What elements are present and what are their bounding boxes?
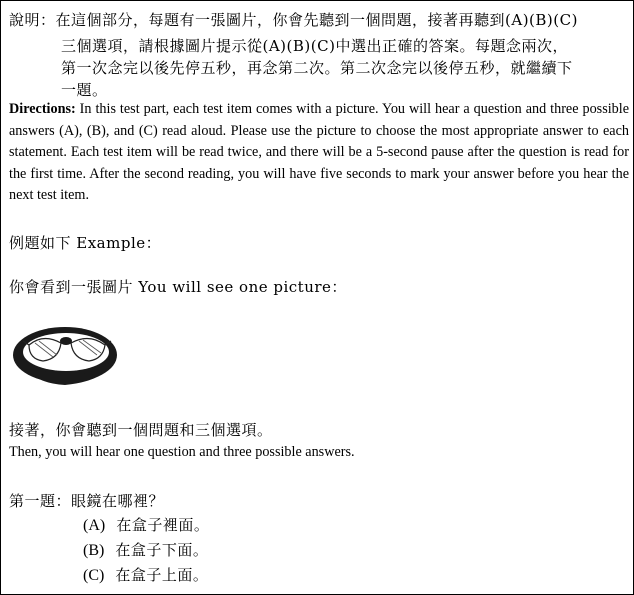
option-c: [83, 564, 208, 585]
option-c-letter: (C): [83, 567, 105, 584]
option-c-text: 在盒子上面。: [115, 566, 209, 584]
instruction-line-1: 說明：在這個部分，每題有一張圖片，你會先聽到一個問題，接著再聽到(A)(B)(C): [9, 11, 578, 29]
option-b: [83, 539, 208, 560]
option-b-text: 在盒子下面。: [115, 541, 209, 559]
question-label: 第一題：眼鏡在哪裡？: [9, 492, 165, 510]
directions-text: In this test part, each test item comes with a picture. You will hear a question and three possible answers (A), (B), and (C) read aloud. Please use the picture to choose the most appropriate answer to each statement. Each test item will be read twice, and there will be a 5-second pause after the question is read for the first time. After the second reading, you will have five seconds to mark your answer before you hear the next test item.: [9, 101, 629, 203]
example-heading: 例題如下 Example：: [9, 234, 162, 252]
instruction-line-2: 三個選項，請根據圖片提示從(A)(B)(C)中選出正確的答案。每題念兩次，: [61, 37, 568, 55]
then-english: Then, you will hear one question and three possible answers.: [9, 444, 355, 460]
option-a: [83, 514, 209, 535]
then-chinese: 接著，你會聽到一個問題和三個選項。: [9, 421, 273, 439]
glasses-in-case-picture: [9, 319, 121, 389]
instruction-line-4: 一題。: [61, 81, 108, 99]
option-b-letter: (B): [83, 542, 105, 559]
instruction-line-3: 第一次念完以後先停五秒，再念第二次。第二次念完以後停五秒，就繼續下: [61, 59, 573, 77]
option-a-text: 在盒子裡面。: [116, 516, 210, 534]
directions-label: Directions:: [9, 101, 76, 117]
option-a-letter: (A): [83, 517, 106, 534]
directions-paragraph: [9, 99, 629, 207]
picture-intro: 你會看到一張圖片 You will see one picture：: [9, 278, 347, 296]
